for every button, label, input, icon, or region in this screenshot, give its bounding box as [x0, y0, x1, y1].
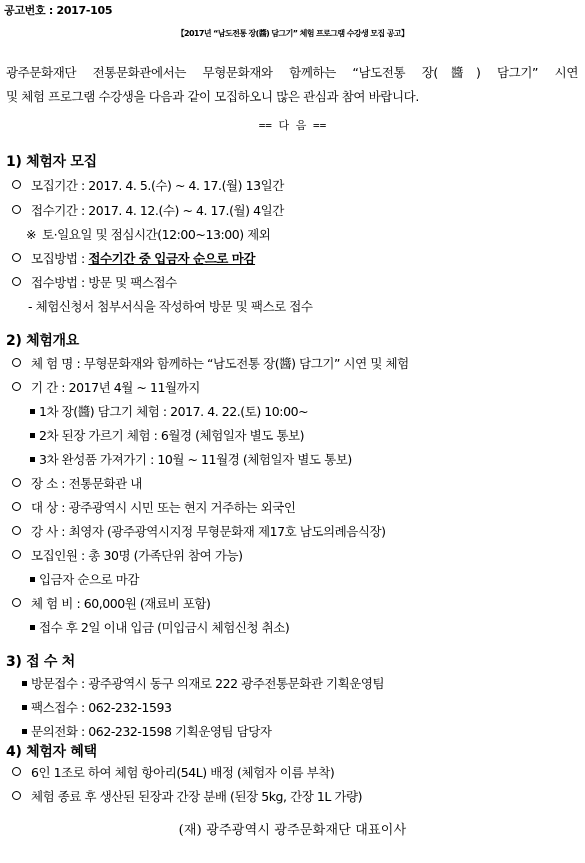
intro-line-1: 광주문화재단 전통문화관에서는 무형문화재와 함께하는 “남도전통 장(醬) 담그기” 시연 — [6, 65, 578, 80]
intake-period-item: 접수기간 : 2017. 4. 12.(수) ~ 4. 17.(월) 4일간 — [12, 203, 284, 219]
benefit-2-item: 체험 종료 후 생산된 된장과 간장 분배 (된장 5kg, 간장 1L 가량) — [12, 789, 362, 805]
recruit-method-item: 모집방법 : 접수기간 중 입금자 순으로 마감 — [12, 251, 255, 267]
circle-bullet-icon — [12, 478, 21, 487]
circle-bullet-icon — [12, 382, 21, 391]
section-4-heading: 4) 체험자 혜택 — [6, 744, 97, 760]
capacity-sub-item: 입금자 순으로 마감 — [30, 572, 139, 588]
circle-bullet-icon — [12, 598, 21, 607]
program-place-item: 장 소 : 전통문화관 내 — [12, 476, 142, 492]
program-target-item: 대 상 : 광주광역시 시민 또는 현지 거주하는 외국인 — [12, 500, 295, 516]
section-1-heading: 1) 체험자 모집 — [6, 154, 97, 170]
circle-bullet-icon — [12, 253, 21, 262]
intake-note: ※ 토·일요일 및 점심시간(12:00~13:00) 제외 — [26, 227, 271, 242]
details-divider: == 다 음 == — [258, 119, 327, 132]
circle-bullet-icon — [12, 550, 21, 559]
benefit-1-item: 6인 1조로 하여 체험 항아리(54L) 배정 (체험자 이름 부착) — [12, 765, 334, 781]
program-teacher-item: 강 사 : 최영자 (광주광역시지정 무형문화재 제17호 남도의례음식장) — [12, 524, 386, 540]
intro-line-2: 및 체험 프로그램 수강생을 다음과 같이 모집하오니 많은 관심과 참여 바랍니다. — [6, 89, 419, 104]
circle-bullet-icon — [12, 277, 21, 286]
phone-inquiry-item: 문의전화 : 062-232-1598 기획운영팀 담당자 — [22, 724, 272, 740]
program-period-item: 기 간 : 2017년 4월 ~ 11월까지 — [12, 380, 200, 396]
program-capacity-item: 모집인원 : 총 30명 (가족단위 참여 가능) — [12, 548, 243, 564]
step-2-item: 2차 된장 가르기 체험 : 6월경 (체험일자 별도 통보) — [30, 428, 304, 444]
section-3-heading: 3) 접 수 처 — [6, 654, 75, 670]
fax-reception-item: 팩스접수 : 062-232-1593 — [22, 700, 171, 716]
circle-bullet-icon — [12, 767, 21, 776]
circle-bullet-icon — [12, 791, 21, 800]
square-bullet-icon — [22, 705, 27, 710]
visit-reception-item: 방문접수 : 광주광역시 동구 의재로 222 광주전통문화관 기획운영팀 — [22, 676, 384, 692]
recruit-method-highlight: 접수기간 중 입금자 순으로 마감 — [88, 251, 256, 266]
program-fee-item: 체 험 비 : 60,000원 (재료비 포함) — [12, 596, 210, 612]
square-bullet-icon — [30, 625, 35, 630]
square-bullet-icon — [30, 577, 35, 582]
square-bullet-icon — [30, 433, 35, 438]
section-2-heading: 2) 체험개요 — [6, 333, 80, 349]
square-bullet-icon — [22, 681, 27, 686]
fee-sub-item: 접수 후 2일 이내 입금 (미입금시 체험신청 취소) — [30, 620, 289, 636]
reference-mark-icon: ※ — [26, 227, 37, 242]
circle-bullet-icon — [12, 502, 21, 511]
issuer-signature-line: (재) 광주광역시 광주문화재단 대표이사 — [178, 823, 407, 838]
apply-method-sub: - 체험신청서 첨부서식을 작성하여 방문 및 팩스로 접수 — [28, 299, 313, 314]
intro-paragraph — [6, 61, 578, 109]
circle-bullet-icon — [12, 205, 21, 214]
step-1-item: 1차 장(醬) 담그기 체험 : 2017. 4. 22.(토) 10:00~ — [30, 404, 308, 420]
circle-bullet-icon — [12, 180, 21, 189]
apply-method-item: 접수방법 : 방문 및 팩스접수 — [12, 275, 177, 291]
circle-bullet-icon — [12, 358, 21, 367]
program-name-item: 체 험 명 : 무형문화재와 함께하는 “남도전통 장(醬) 담그기” 시연 및 체험 — [12, 356, 409, 372]
notice-number: 공고번호 : 2017-105 — [4, 4, 113, 17]
square-bullet-icon — [30, 457, 35, 462]
square-bullet-icon — [22, 729, 27, 734]
step-3-item: 3차 완성품 가져가기 : 10월 ~ 11월경 (체험일자 별도 통보) — [30, 452, 352, 468]
square-bullet-icon — [30, 409, 35, 414]
circle-bullet-icon — [12, 526, 21, 535]
notice-title: 【2017년 “남도전통 장(醬) 담그기” 체험 프로그램 수강생 모집 공고】 — [176, 29, 409, 38]
recruit-period-item: 모집기간 : 2017. 4. 5.(수) ~ 4. 17.(월) 13일간 — [12, 178, 284, 194]
